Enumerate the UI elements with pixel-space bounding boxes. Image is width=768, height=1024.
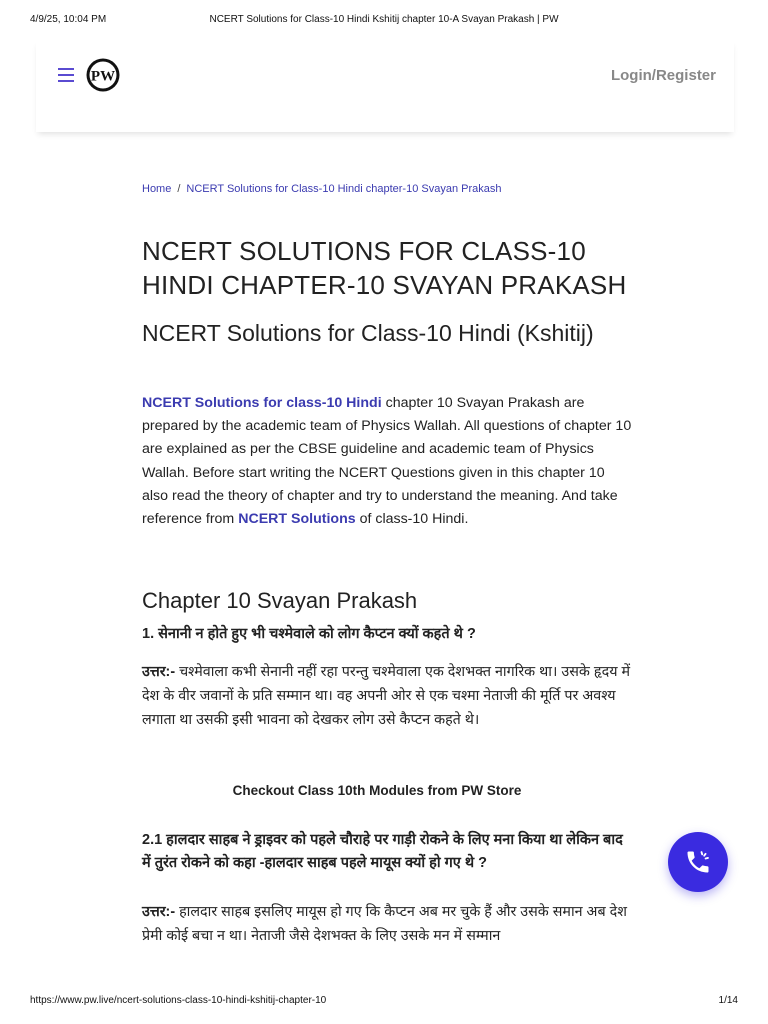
print-datetime: 4/9/25, 10:04 PM: [30, 14, 107, 25]
answer-label: उत्तर:-: [142, 904, 176, 920]
print-footer: [0, 995, 768, 1009]
checkout-modules-link[interactable]: Checkout Class 10th Modules from PW Store: [232, 783, 522, 798]
menu-icon[interactable]: [58, 68, 74, 82]
intro-paragraph: [142, 392, 632, 531]
print-page-title: NCERT Solutions for Class-10 Hindi Kshitij chapter 10-A Svayan Prakash | PW: [209, 14, 559, 25]
ncert-solutions-link[interactable]: NCERT Solutions: [238, 511, 356, 528]
question-1: 1. सेनानी न होते हुए भी चश्मेवाले को लोग कैप्टन क्यों कहते थे ?: [142, 626, 476, 642]
breadcrumb-current[interactable]: NCERT Solutions for Class-10 Hindi chapter-10 Svayan Prakash: [186, 183, 502, 195]
answer-label: उत्तर:-: [142, 664, 176, 680]
ncert-hindi-link[interactable]: NCERT Solutions for class-10 Hindi: [142, 395, 382, 411]
question-2: 2.1 हालदार साहब ने ड्राइवर को पहले चौराहे पर गाड़ी रोकने के लिए मना किया था लेकिन बाद में तुरंत रोकने को कहा -हालदार साहब पहले मायूस क्यों हो गए थे ?: [142, 832, 623, 871]
intro-text-1: chapter 10 Svayan Prakash are prepared by the academic team of Physics Wallah. All questions of chapter 10 are explained as per the CBSE guideline and academic team of Physics Wallah. Before start writing the NCERT Questions given in this chapter 10 also read the theory of chapter and try to understand the meaning. And take reference from: [142, 395, 632, 528]
phone-icon: [684, 848, 712, 876]
svg-text:PW: PW: [90, 68, 116, 85]
breadcrumb-home[interactable]: Home: [142, 183, 172, 195]
site-navbar: [36, 40, 734, 132]
print-url: https://www.pw.live/ncert-solutions-class-10-hindi-kshitij-chapter-10: [30, 995, 327, 1006]
print-header: [0, 14, 768, 28]
answer-1: [142, 660, 632, 732]
print-page-count: 1/14: [718, 995, 738, 1006]
call-button[interactable]: [668, 832, 728, 892]
answer-2: [142, 900, 632, 948]
chapter-heading: Chapter 10 Svayan Prakash: [142, 588, 418, 613]
pw-logo[interactable]: [86, 58, 120, 92]
breadcrumb: [142, 183, 501, 195]
page-subtitle: NCERT Solutions for Class-10 Hindi (Kshitij): [142, 320, 594, 346]
answer-1-text: चश्मेवाला कभी सेनानी नहीं रहा परन्तु चश्मेवाला एक देशभक्त नागरिक था। उसके हृदय में देश के वीर जवानों के प्रति सम्मान था। वह अपनी ओर से एक चश्मा नेताजी की मूर्ति पर अवश्य लगाता था उसकी इसी भावना को देखकर लोग उसे कैप्टन कहते थे।: [142, 664, 631, 728]
breadcrumb-separator: /: [177, 183, 181, 195]
login-register-link[interactable]: Login/Register: [610, 67, 716, 84]
page-title: NCERT SOLUTIONS FOR CLASS-10 HINDI CHAPTER-10 SVAYAN PRAKASH: [142, 236, 627, 300]
answer-2-text: हालदार साहब इसलिए मायूस हो गए कि कैप्टन अब मर चुके हैं और उसके समान अब देश प्रेमी कोई बचा न था। नेताजी जैसे देशभक्त के लिए उसके मन में सम्मान: [142, 904, 627, 944]
intro-text-2: of class-10 Hindi.: [355, 511, 469, 528]
